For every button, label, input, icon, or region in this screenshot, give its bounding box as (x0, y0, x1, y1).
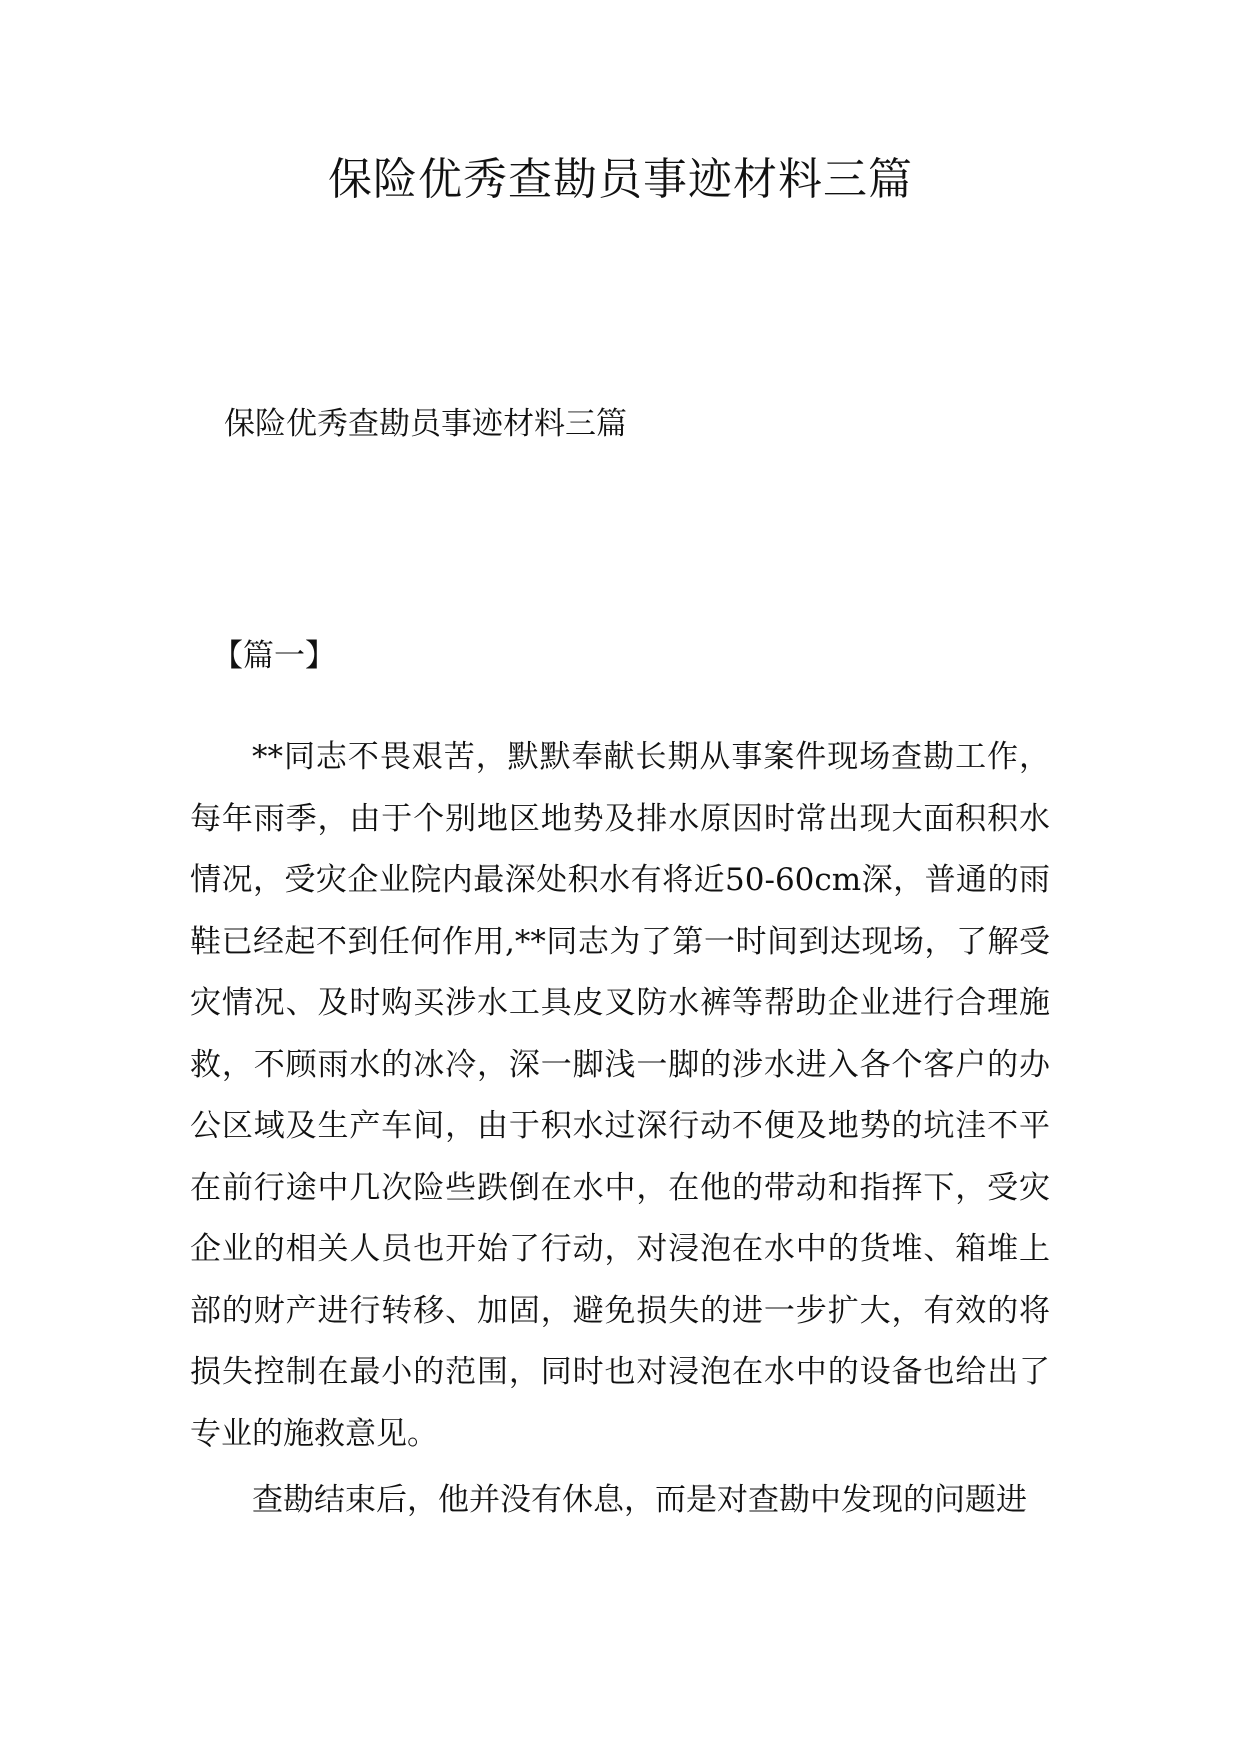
body-paragraph: **同志不畏艰苦，默默奉献长期从事案件现场查勘工作，每年雨季，由于个别地区地势及排水原因时常出现大面积积水情况，受灾企业院内最深处积水有将近50-60cm深，普通的雨鞋已经起不到任何作用,**同志为了第一时间到达现场，了解受灾情况、及时购买涉水工具皮叉防水裤等帮助企业进行合理施救，不顾雨水的冰冷，深一脚浅一脚的涉水进入各个客户的办公区域及生产车间，由于积水过深行动不便及地势的坑洼不平在前行途中几次险些跌倒在水中，在他的带动和指挥下，受灾企业的相关人员也开始了行动，对浸泡在水中的货堆、箱堆上部的财产进行转移、加固，避免损失的进一步扩大，有效的将损失控制在最小的范围，同时也对浸泡在水中的设备也给出了专业的施救意见。 (190, 739, 1050, 1452)
section-heading: 【篇一】 (212, 638, 336, 674)
body-paragraph: 查勘结束后，他并没有休息，而是对查勘中发现的问题进 (252, 1482, 1027, 1518)
page-title: 保险优秀查勘员事迹材料三篇 (328, 154, 913, 205)
document-subtitle: 保险优秀查勘员事迹材料三篇 (224, 406, 627, 442)
